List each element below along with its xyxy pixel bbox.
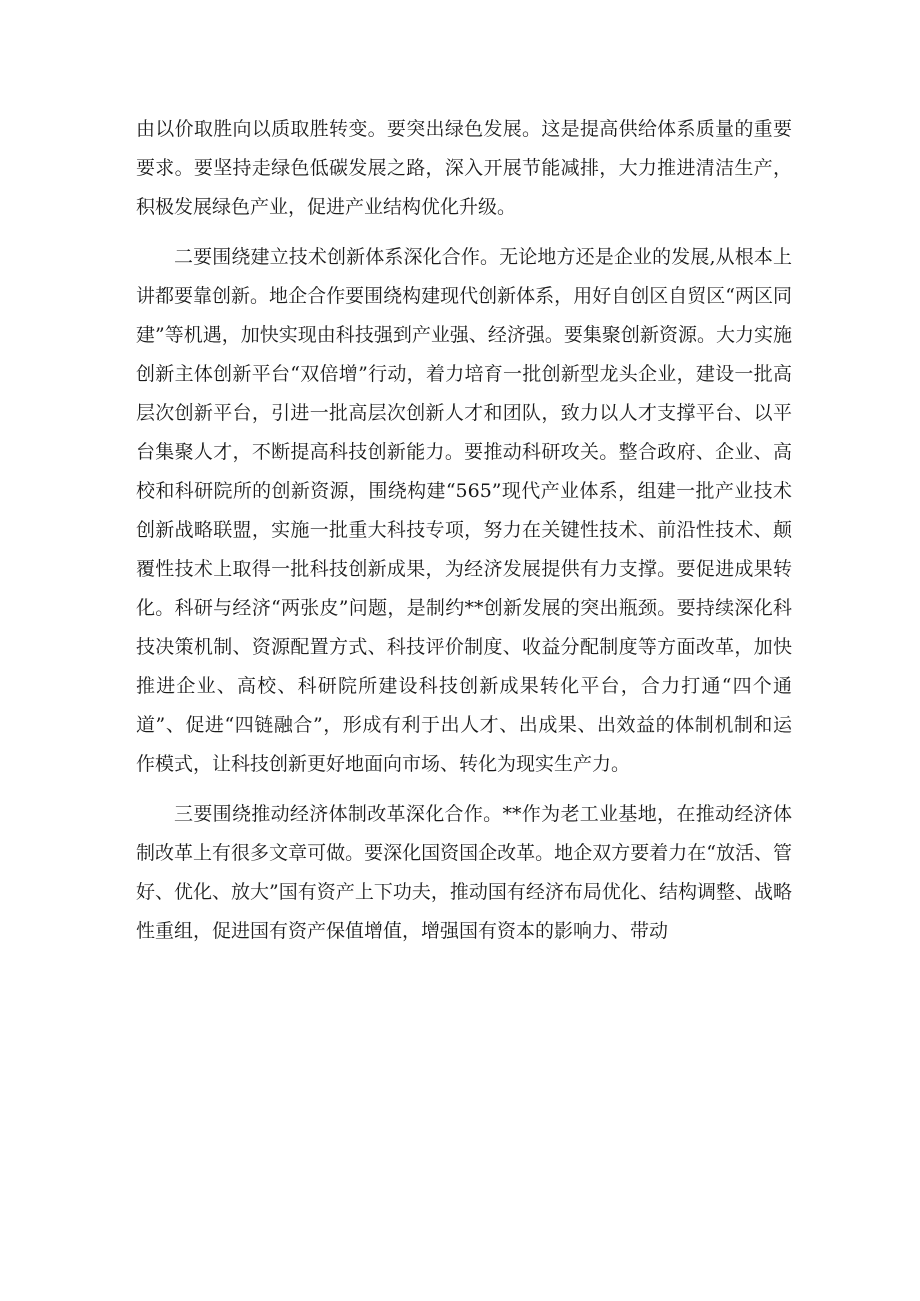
paragraph-continuation: 由以价取胜向以质取胜转变。要突出绿色发展。这是提高供给体系质量的重要要求。要坚持走绿色低碳发展之路，深入开展节能减排，大力推进清洁生产，积极发展绿色产业，促进产业结构优化升级。	[136, 118, 792, 218]
document-body	[136, 110, 792, 962]
paragraph-economic-reform: 三要围绕推动经济体制改革深化合作。**作为老工业基地，在推动经济体制改革上有很多文章可做。要深化国资国企改革。地企双方要着力在“放活、管好、优化、放大”国有资产上下功夫，推动国有经济布局优化、结构调整、战略性重组，促进国有资产保值增值，增强国有资本的影响力、带动	[136, 803, 792, 942]
paragraph-tech-innovation: 二要围绕建立技术创新体系深化合作。无论地方还是企业的发展,从根本上讲都要靠创新。地企合作要围绕构建现代创新体系，用好自创区自贸区“两区同建”等机遇，加快实现由科技强到产业强、经济强。要集聚创新资源。大力实施创新主体创新平台“双倍增”行动，着力培育一批创新型龙头企业，建设一批高层次创新平台，引进一批高层次创新人才和团队，致力以人才支撑平台、以平台集聚人才，不断提高科技创新能力。要推动科研攻关。整合政府、企业、高校和科研院所的创新资源，围绕构建“565”现代产业体系，组建一批产业技术创新战略联盟，实施一批重大科技专项，努力在关键性技术、前沿性技术、颠覆性技术上取得一批科技创新成果，为经济发展提供有力支撑。要促进成果转化。科研与经济“两张皮”问题，是制约**创新发展的突出瓶颈。要持续深化科技决策机制、资源配置方式、科技评价制度、收益分配制度等方面改革，加快推进企业、高校、科研院所建设科技创新成果转化平台，合力打通“四个通道”、促进“四链融合”，形成有利于出人才、出成果、出效益的体制机制和运作模式，让科技创新更好地面向市场、转化为现实生产力。	[136, 246, 792, 775]
